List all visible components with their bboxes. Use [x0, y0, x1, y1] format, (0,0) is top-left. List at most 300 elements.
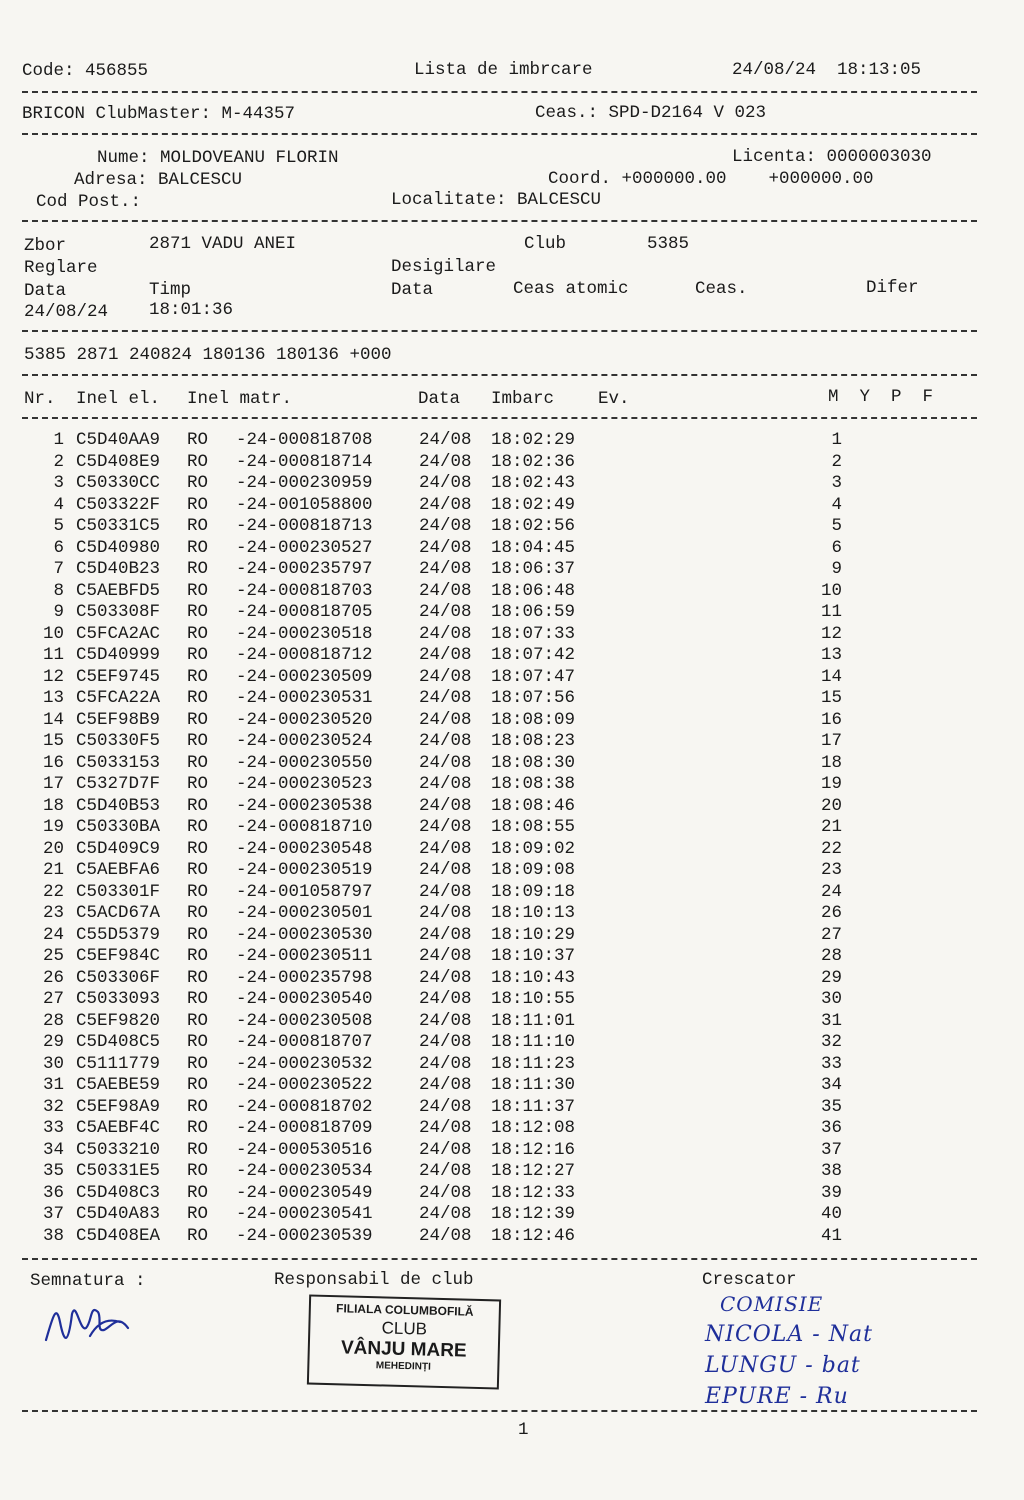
country-code: RO: [187, 580, 209, 601]
club-stamp: [307, 1295, 501, 1390]
arrival-date: 24/08: [419, 494, 472, 515]
country-code: RO: [187, 645, 209, 665]
arrival-date: 24/08: [419, 1118, 472, 1138]
date-label: Data: [24, 281, 67, 301]
ring-number: -24-000230540: [236, 989, 373, 1009]
row-number: 21: [42, 860, 64, 880]
rank-m: 37: [820, 1139, 842, 1160]
signature-scribble: [38, 1292, 148, 1362]
country-code: RO: [187, 752, 209, 773]
row-number: 28: [42, 1010, 64, 1031]
electronic-ring: C5EF98A9: [76, 1096, 161, 1117]
arrival-time: 18:09:18: [491, 881, 576, 902]
electronic-ring: C5033153: [76, 752, 161, 773]
table-row: [0, 946, 1024, 968]
row-number: 31: [42, 1075, 64, 1095]
ring-number: -24-000230550: [236, 752, 373, 773]
ring-number: -24-000230519: [236, 860, 373, 880]
ring-number: -24-000230549: [236, 1182, 373, 1203]
rank-m: 24: [820, 881, 842, 902]
country-code: RO: [187, 795, 209, 816]
stamp-line-1: FILIALA COLUMBOFILĂ: [335, 1301, 474, 1319]
electronic-ring: C5FCA22A: [76, 688, 161, 708]
country-code: RO: [187, 924, 209, 945]
rank-m: 9: [831, 559, 842, 579]
ring-number: -24-001058800: [236, 494, 373, 515]
locality: Localitate: BALCESCU: [391, 190, 602, 210]
country-code: RO: [187, 881, 209, 902]
arrival-time: 18:11:30: [491, 1075, 576, 1095]
arrival-date: 24/08: [419, 860, 472, 880]
arrival-date: 24/08: [419, 709, 472, 730]
rank-m: 41: [820, 1225, 842, 1246]
ring-number: -24-000230518: [236, 623, 373, 644]
arrival-time: 18:11:37: [491, 1096, 576, 1117]
arrival-date: 24/08: [419, 731, 472, 751]
electronic-ring: C5D40AA9: [76, 430, 161, 450]
table-row: [0, 839, 1024, 861]
row-number: 16: [42, 752, 64, 773]
row-number: 38: [42, 1225, 64, 1246]
table-row: [0, 1075, 1024, 1097]
arrival-date: 24/08: [419, 1161, 472, 1181]
ring-number: -24-000235797: [236, 559, 373, 579]
owner-address: Adresa: BALCESCU: [74, 170, 243, 190]
divider: [22, 220, 977, 222]
atomic-clock-label: Ceas atomic: [513, 279, 629, 299]
divider: [22, 1410, 977, 1412]
country-code: RO: [187, 903, 209, 923]
divider: [22, 133, 977, 135]
col-inel-el: Inel el.: [76, 389, 161, 409]
row-number: 25: [42, 946, 64, 966]
ring-number: -24-000818710: [236, 817, 373, 837]
row-number: 4: [53, 494, 64, 515]
country-code: RO: [187, 1139, 209, 1160]
country-code: RO: [187, 709, 209, 730]
arrival-time: 18:02:29: [491, 430, 576, 450]
rank-m: 19: [820, 774, 842, 794]
country-code: RO: [187, 666, 209, 687]
arrival-time: 18:06:37: [491, 559, 576, 579]
ring-number: -24-000818709: [236, 1118, 373, 1138]
summary-line: 5385 2871 240824 180136 180136 +000: [24, 345, 392, 365]
electronic-ring: C5111779: [76, 1053, 161, 1074]
table-row: [0, 1054, 1024, 1076]
ring-number: -24-000230527: [236, 537, 373, 558]
electronic-ring: C55D5379: [76, 924, 161, 945]
electronic-ring: C503308F: [76, 602, 161, 622]
row-number: 32: [42, 1096, 64, 1117]
electronic-ring: C50331E5: [76, 1161, 161, 1181]
country-code: RO: [187, 623, 209, 644]
electronic-ring: C5D40A83: [76, 1204, 161, 1224]
table-row: [0, 495, 1024, 517]
arrival-time: 18:11:23: [491, 1053, 576, 1074]
breeder-label: Crescator: [702, 1270, 797, 1290]
country-code: RO: [187, 774, 209, 794]
table-row: [0, 1204, 1024, 1226]
table-row: [0, 860, 1024, 882]
arrival-date: 24/08: [419, 817, 472, 837]
row-number: 17: [42, 774, 64, 794]
table-row: [0, 1161, 1024, 1183]
country-code: RO: [187, 1075, 209, 1095]
country-code: RO: [187, 1096, 209, 1117]
row-number: 5: [53, 516, 64, 536]
electronic-ring: C5EF98B9: [76, 709, 161, 730]
difference-label: Difer: [866, 278, 919, 298]
rank-m: 3: [831, 473, 842, 493]
row-number: 30: [42, 1053, 64, 1074]
table-row: [0, 968, 1024, 990]
document-title: Lista de imbrcare: [414, 60, 593, 80]
table-row: [0, 1183, 1024, 1205]
arrival-time: 18:09:08: [491, 860, 576, 880]
row-number: 27: [42, 989, 64, 1009]
arrival-time: 18:07:47: [491, 666, 576, 687]
country-code: RO: [187, 967, 209, 988]
electronic-ring: C503306F: [76, 967, 161, 988]
arrival-time: 18:04:45: [491, 537, 576, 558]
row-number: 26: [42, 967, 64, 988]
arrival-time: 18:11:01: [491, 1010, 576, 1031]
ring-number: -24-000230548: [236, 838, 373, 859]
rank-m: 30: [820, 989, 842, 1009]
divider: [22, 1258, 977, 1260]
country-code: RO: [187, 430, 209, 450]
rank-m: 17: [820, 731, 842, 751]
table-row: [0, 602, 1024, 624]
table-row: [0, 903, 1024, 925]
arrival-time: 18:12:46: [491, 1225, 576, 1246]
arrival-date: 24/08: [419, 1096, 472, 1117]
ring-number: -24-000818713: [236, 516, 373, 536]
arrival-time: 18:08:23: [491, 731, 576, 751]
table-row: [0, 624, 1024, 646]
arrival-date: 24/08: [419, 838, 472, 859]
rank-m: 36: [820, 1118, 842, 1138]
row-number: 12: [42, 666, 64, 687]
electronic-ring: C50330F5: [76, 731, 161, 751]
stamp-line-3: VÂNJU MARE: [340, 1337, 467, 1362]
table-row: [0, 581, 1024, 603]
ring-number: -24-000818703: [236, 580, 373, 601]
electronic-ring: C50331C5: [76, 516, 161, 536]
country-code: RO: [187, 1182, 209, 1203]
row-number: 6: [53, 537, 64, 558]
ring-number: -24-000818714: [236, 451, 373, 472]
country-code: RO: [187, 537, 209, 558]
electronic-ring: C50330BA: [76, 817, 161, 837]
code-label: Code: 456855: [22, 61, 149, 81]
country-code: RO: [187, 494, 209, 515]
electronic-ring: C5D408C3: [76, 1182, 161, 1203]
arrival-time: 18:08:38: [491, 774, 576, 794]
handwritten-commission: COMISIE: [720, 1292, 824, 1316]
arrival-date: 24/08: [419, 1053, 472, 1074]
row-number: 19: [42, 817, 64, 837]
rank-m: 13: [820, 645, 842, 665]
row-number: 9: [53, 602, 64, 622]
electronic-ring: C5D40B53: [76, 795, 161, 816]
table-row: [0, 774, 1024, 796]
arrival-time: 18:12:08: [491, 1118, 576, 1138]
arrival-date: 24/08: [419, 473, 472, 493]
country-code: RO: [187, 946, 209, 966]
adjust-label: Reglare: [24, 258, 98, 278]
col-inel-matr: Inel matr.: [187, 389, 293, 409]
table-row: [0, 796, 1024, 818]
country-code: RO: [187, 731, 209, 751]
col-ev: Ev.: [598, 389, 630, 409]
country-code: RO: [187, 1053, 209, 1074]
electronic-ring: C503301F: [76, 881, 161, 902]
electronic-ring: C5ACD67A: [76, 903, 161, 923]
rank-m: 27: [820, 924, 842, 945]
arrival-time: 18:02:36: [491, 451, 576, 472]
ring-number: -24-000230508: [236, 1010, 373, 1031]
rank-m: 10: [820, 580, 842, 601]
club-label: Club: [524, 234, 567, 254]
arrival-date: 24/08: [419, 559, 472, 579]
row-number: 3: [53, 473, 64, 493]
col-mypf: M Y P F: [828, 387, 934, 407]
electronic-ring: C5AEBFA6: [76, 860, 161, 880]
unseal-label: Desigilare: [391, 257, 497, 277]
row-number: 22: [42, 881, 64, 902]
arrival-date: 24/08: [419, 537, 472, 558]
electronic-ring: C5327D7F: [76, 774, 161, 794]
page-number: 1: [518, 1420, 529, 1440]
arrival-time: 18:12:39: [491, 1204, 576, 1224]
arrival-date: 24/08: [419, 580, 472, 601]
arrival-time: 18:10:43: [491, 967, 576, 988]
country-code: RO: [187, 473, 209, 493]
row-number: 18: [42, 795, 64, 816]
arrival-date: 24/08: [419, 602, 472, 622]
table-row: [0, 882, 1024, 904]
rank-m: 1: [831, 430, 842, 450]
arrival-time: 18:08:30: [491, 752, 576, 773]
arrival-time: 18:08:46: [491, 795, 576, 816]
ring-number: -24-000230501: [236, 903, 373, 923]
country-code: RO: [187, 516, 209, 536]
ring-number: -24-000235798: [236, 967, 373, 988]
row-number: 20: [42, 838, 64, 859]
divider: [22, 374, 977, 376]
ring-number: -24-000230538: [236, 795, 373, 816]
electronic-ring: C5D408C5: [76, 1032, 161, 1052]
license-number: Licenta: 0000003030: [732, 147, 932, 167]
ring-number: -24-000230531: [236, 688, 373, 708]
arrival-time: 18:08:09: [491, 709, 576, 730]
rank-m: 39: [820, 1182, 842, 1203]
rank-m: 21: [820, 817, 842, 837]
rank-m: 2: [831, 451, 842, 472]
arrival-date: 24/08: [419, 946, 472, 966]
arrival-time: 18:09:02: [491, 838, 576, 859]
electronic-ring: C5FCA2AC: [76, 623, 161, 644]
country-code: RO: [187, 559, 209, 579]
table-row: [0, 1226, 1024, 1248]
arrival-date: 24/08: [419, 795, 472, 816]
arrival-time: 18:02:43: [491, 473, 576, 493]
row-number: 1: [53, 430, 64, 450]
arrival-time: 18:07:33: [491, 623, 576, 644]
electronic-ring: C5033093: [76, 989, 161, 1009]
electronic-ring: C503322F: [76, 494, 161, 515]
table-row: [0, 645, 1024, 667]
electronic-ring: C5D40999: [76, 645, 161, 665]
print-datetime: 24/08/24 18:13:05: [732, 60, 922, 80]
row-number: 14: [42, 709, 64, 730]
table-row: [0, 667, 1024, 689]
rank-m: 6: [831, 537, 842, 558]
row-number: 35: [42, 1161, 64, 1181]
handwritten-nicola: NICOLA - Nat: [705, 1322, 873, 1347]
row-number: 34: [42, 1139, 64, 1160]
arrival-time: 18:07:56: [491, 688, 576, 708]
arrival-date: 24/08: [419, 666, 472, 687]
country-code: RO: [187, 838, 209, 859]
row-number: 23: [42, 903, 64, 923]
country-code: RO: [187, 860, 209, 880]
electronic-ring: C5D408EA: [76, 1225, 161, 1246]
arrival-date: 24/08: [419, 1225, 472, 1246]
arrival-time: 18:11:10: [491, 1032, 576, 1052]
arrival-date: 24/08: [419, 967, 472, 988]
country-code: RO: [187, 1225, 209, 1246]
row-number: 33: [42, 1118, 64, 1138]
rank-m: 15: [820, 688, 842, 708]
arrival-date: 24/08: [419, 989, 472, 1009]
row-number: 13: [42, 688, 64, 708]
arrival-date: 24/08: [419, 1032, 472, 1052]
table-row: [0, 753, 1024, 775]
time-label: Timp: [149, 280, 192, 300]
col-data: Data: [418, 389, 461, 409]
country-code: RO: [187, 602, 209, 622]
ring-number: -24-000230541: [236, 1204, 373, 1224]
divider: [22, 417, 977, 419]
ring-number: -24-000230522: [236, 1075, 373, 1095]
arrival-time: 18:10:29: [491, 924, 576, 945]
club-responsible-label: Responsabil de club: [274, 1270, 474, 1290]
rank-m: 29: [820, 967, 842, 988]
rank-m: 26: [820, 903, 842, 923]
rank-m: 40: [820, 1204, 842, 1224]
arrival-time: 18:07:42: [491, 645, 576, 665]
col-nr: Nr.: [24, 389, 56, 409]
row-number: 2: [53, 451, 64, 472]
stamp-line-4: MEHEDINȚI: [375, 1360, 431, 1373]
entries-table: [0, 430, 1024, 1247]
ring-number: -24-000230532: [236, 1053, 373, 1074]
arrival-date: 24/08: [419, 1139, 472, 1160]
electronic-ring: C5EF9820: [76, 1010, 161, 1031]
electronic-ring: C5AEBF4C: [76, 1118, 161, 1138]
arrival-date: 24/08: [419, 1204, 472, 1224]
country-code: RO: [187, 1204, 209, 1224]
row-number: 24: [42, 924, 64, 945]
rank-m: 31: [820, 1010, 842, 1031]
row-number: 29: [42, 1032, 64, 1052]
col-imbarc: Imbarc: [491, 389, 555, 409]
country-code: RO: [187, 1118, 209, 1138]
ring-number: -24-000230509: [236, 666, 373, 687]
table-row: [0, 1011, 1024, 1033]
rank-m: 32: [820, 1032, 842, 1052]
flight-label: Zbor: [24, 236, 67, 256]
country-code: RO: [187, 989, 209, 1009]
row-number: 8: [53, 580, 64, 601]
ring-number: -24-000230959: [236, 473, 373, 493]
arrival-date: 24/08: [419, 451, 472, 472]
table-row: [0, 1032, 1024, 1054]
table-row: [0, 1097, 1024, 1119]
ring-number: -24-000230511: [236, 946, 373, 966]
country-code: RO: [187, 1032, 209, 1052]
electronic-ring: C5033210: [76, 1139, 161, 1160]
ring-number: -24-000230523: [236, 774, 373, 794]
electronic-ring: C5EF984C: [76, 946, 161, 966]
clock-label: Ceas.: [695, 279, 748, 299]
flight-value: 2871 VADU ANEI: [149, 234, 297, 254]
arrival-time: 18:02:56: [491, 516, 576, 536]
clubmaster-id: BRICON ClubMaster: M-44357: [22, 104, 296, 124]
rank-m: 18: [820, 752, 842, 773]
ring-number: -24-000530516: [236, 1139, 373, 1160]
country-code: RO: [187, 817, 209, 837]
table-row: [0, 430, 1024, 452]
adjust-date: 24/08/24: [24, 302, 109, 322]
table-row: [0, 473, 1024, 495]
handwritten-epure: EPURE - Ru: [705, 1384, 849, 1409]
arrival-time: 18:08:55: [491, 817, 576, 837]
electronic-ring: C5D409C9: [76, 838, 161, 859]
row-number: 36: [42, 1182, 64, 1203]
arrival-date: 24/08: [419, 903, 472, 923]
electronic-ring: C50330CC: [76, 473, 161, 493]
ring-number: -24-000230524: [236, 731, 373, 751]
arrival-time: 18:02:49: [491, 494, 576, 515]
country-code: RO: [187, 688, 209, 708]
electronic-ring: C5D40B23: [76, 559, 161, 579]
arrival-time: 18:10:37: [491, 946, 576, 966]
arrival-time: 18:10:55: [491, 989, 576, 1009]
arrival-time: 18:06:48: [491, 580, 576, 601]
electronic-ring: C5D408E9: [76, 451, 161, 472]
arrival-date: 24/08: [419, 430, 472, 450]
rank-m: 33: [820, 1053, 842, 1074]
rank-m: 12: [820, 623, 842, 644]
arrival-date: 24/08: [419, 881, 472, 902]
coordinates: Coord. +000000.00 +000000.00: [548, 169, 874, 189]
table-row: [0, 1118, 1024, 1140]
rank-m: 14: [820, 666, 842, 687]
stamp-line-2: CLUB: [381, 1318, 428, 1339]
rank-m: 23: [820, 860, 842, 880]
table-row: [0, 688, 1024, 710]
handwritten-lungu: LUNGU - bat: [705, 1353, 861, 1378]
ring-number: -24-000230539: [236, 1225, 373, 1246]
electronic-ring: C5EF9745: [76, 666, 161, 687]
table-row: [0, 731, 1024, 753]
electronic-ring: C5AEBE59: [76, 1075, 161, 1095]
arrival-time: 18:12:33: [491, 1182, 576, 1203]
ring-number: -24-000818702: [236, 1096, 373, 1117]
